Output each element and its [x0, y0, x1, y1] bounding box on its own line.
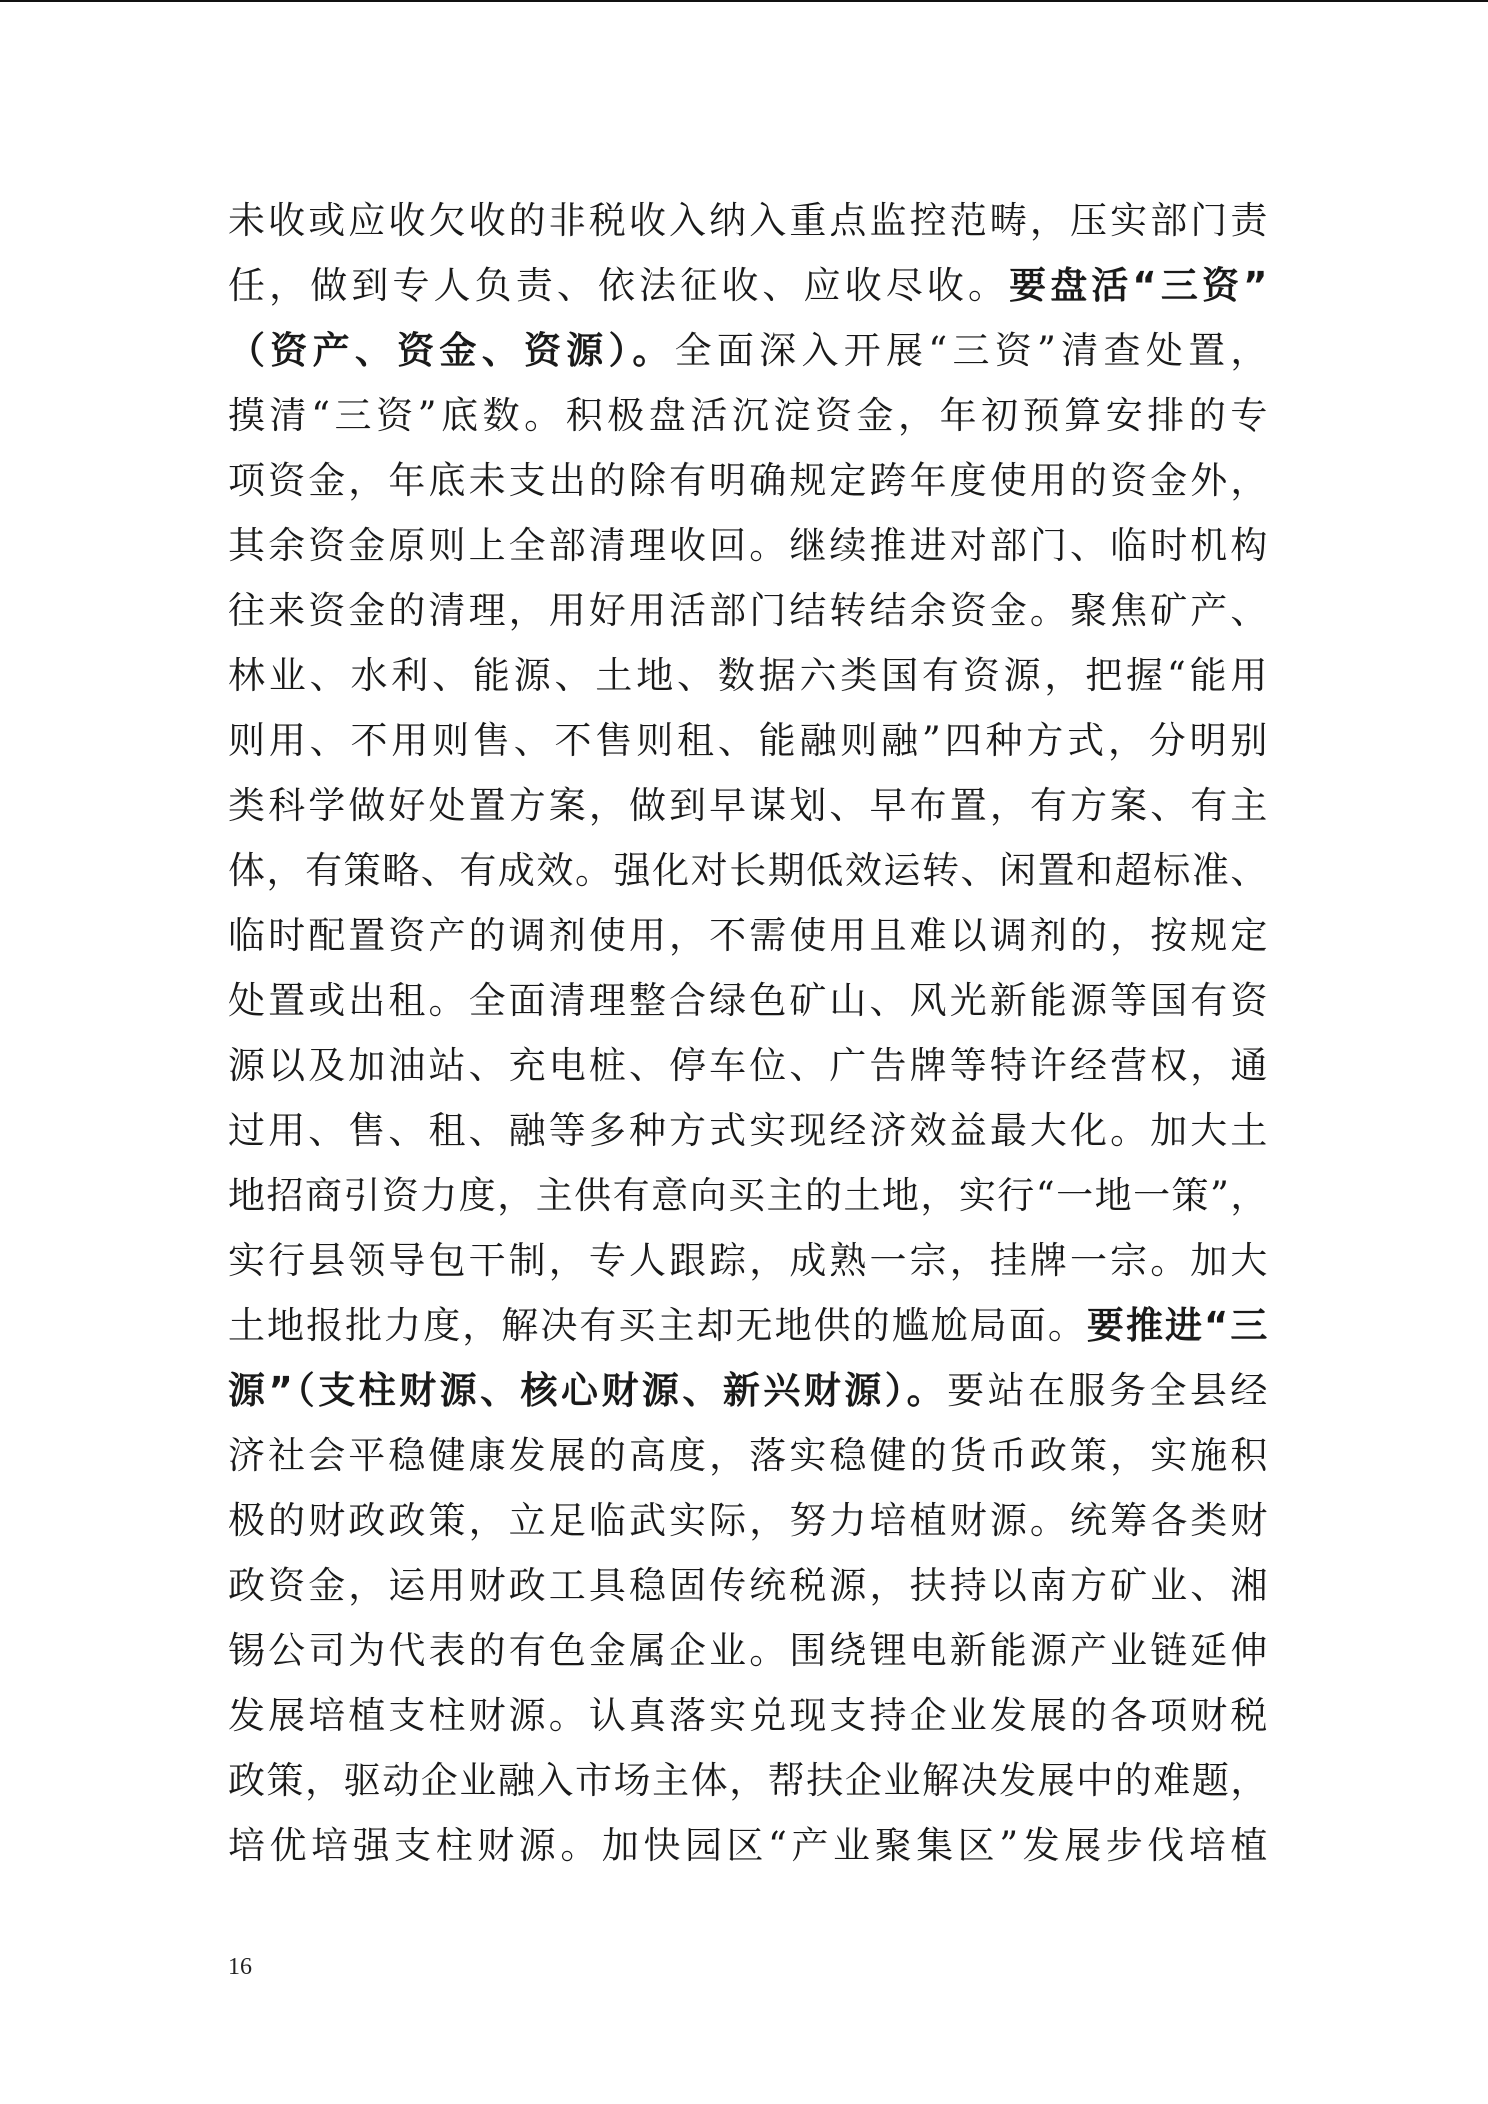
bold-heading-text: 要推进“三: [1086, 1304, 1268, 1347]
text-line: [228, 1423, 1268, 1488]
text-line: [228, 1163, 1268, 1228]
body-text: 实行县领导包干制，专人跟踪，成熟一宗，挂牌一宗。加大: [228, 1239, 1268, 1282]
text-line: [228, 643, 1268, 708]
text-line: [228, 318, 1268, 383]
bold-heading-text: 源”（支柱财源、核心财源、新兴财源）。: [228, 1369, 948, 1412]
text-line: [228, 1813, 1268, 1878]
text-line: [228, 383, 1268, 448]
text-line: [228, 1488, 1268, 1553]
body-text: 锡公司为代表的有色金属企业。围绕锂电新能源产业链延伸: [228, 1629, 1268, 1672]
body-text: 过用、售、租、融等多种方式实现经济效益最大化。加大土: [228, 1109, 1268, 1152]
body-text: 项资金，年底未支出的除有明确规定跨年度使用的资金外，: [228, 459, 1268, 502]
body-text: 其余资金原则上全部清理收回。继续推进对部门、临时机构: [228, 524, 1268, 567]
body-text: 政资金，运用财政工具稳固传统税源，扶持以南方矿业、湘: [228, 1564, 1268, 1607]
text-line: [228, 773, 1268, 838]
body-text: 摸清“三资”底数。积极盘活沉淀资金，年初预算安排的专: [228, 394, 1268, 437]
body-text: 土地报批力度，解决有买主却无地供的尴尬局面。: [228, 1304, 1087, 1347]
body-text: 发展培植支柱财源。认真落实兑现支持企业发展的各项财税: [228, 1694, 1268, 1737]
body-text: 任，做到专人负责、依法征收、应收尽收。: [228, 264, 1010, 307]
text-line: [228, 448, 1268, 513]
text-line: [228, 1618, 1268, 1683]
body-text: 往来资金的清理，用好用活部门结转结余资金。聚焦矿产、: [228, 589, 1268, 632]
text-line: [228, 1358, 1268, 1423]
body-text: 地招商引资力度，主供有意向买主的土地，实行“一地一策”，: [228, 1174, 1268, 1217]
text-line: [228, 1553, 1268, 1618]
body-text: 临时配置资产的调剂使用，不需使用且难以调剂的，按规定: [228, 914, 1268, 957]
top-border-rule: [0, 0, 1488, 2]
body-text: 济社会平稳健康发展的高度，落实稳健的货币政策，实施积: [228, 1434, 1268, 1477]
body-text: 全面深入开展“三资”清查处置，: [674, 329, 1268, 372]
text-line: [228, 1033, 1268, 1098]
bold-heading-text: （资产、资金、资源）。: [228, 329, 675, 372]
body-text: 处置或出租。全面清理整合绿色矿山、风光新能源等国有资: [228, 979, 1268, 1022]
text-line: [228, 253, 1268, 318]
body-text: 源以及加油站、充电桩、停车位、广告牌等特许经营权，通: [228, 1044, 1268, 1087]
bold-heading-text: 要盘活“三资”: [1009, 264, 1268, 307]
text-line: [228, 1293, 1268, 1358]
text-line: [228, 903, 1268, 968]
text-line: [228, 513, 1268, 578]
text-line: [228, 1683, 1268, 1748]
text-line: [228, 578, 1268, 643]
body-text: 林业、水利、能源、土地、数据六类国有资源，把握“能用: [228, 654, 1268, 697]
text-line: [228, 188, 1268, 253]
text-line: [228, 1228, 1268, 1293]
text-line: [228, 1098, 1268, 1163]
text-line: [228, 1748, 1268, 1813]
body-text: 体，有策略、有成效。强化对长期低效运转、闲置和超标准、: [228, 849, 1268, 892]
text-line: [228, 968, 1268, 1033]
document-body: [228, 188, 1268, 1878]
body-text: 培优培强支柱财源。加快园区“产业聚集区”发展步伐培植: [228, 1824, 1268, 1867]
body-text: 类科学做好处置方案，做到早谋划、早布置，有方案、有主: [228, 784, 1268, 827]
body-text: 要站在服务全县经: [947, 1369, 1268, 1412]
body-text: 未收或应收欠收的非税收入纳入重点监控范畴，压实部门责: [228, 199, 1268, 242]
body-text: 极的财政政策，立足临武实际，努力培植财源。统筹各类财: [228, 1499, 1268, 1542]
text-line: [228, 708, 1268, 773]
page-number: 16: [228, 1954, 252, 1980]
text-line: [228, 838, 1268, 903]
body-text: 政策，驱动企业融入市场主体，帮扶企业解决发展中的难题，: [228, 1759, 1268, 1802]
body-text: 则用、不用则售、不售则租、能融则融”四种方式，分明别: [228, 719, 1268, 762]
